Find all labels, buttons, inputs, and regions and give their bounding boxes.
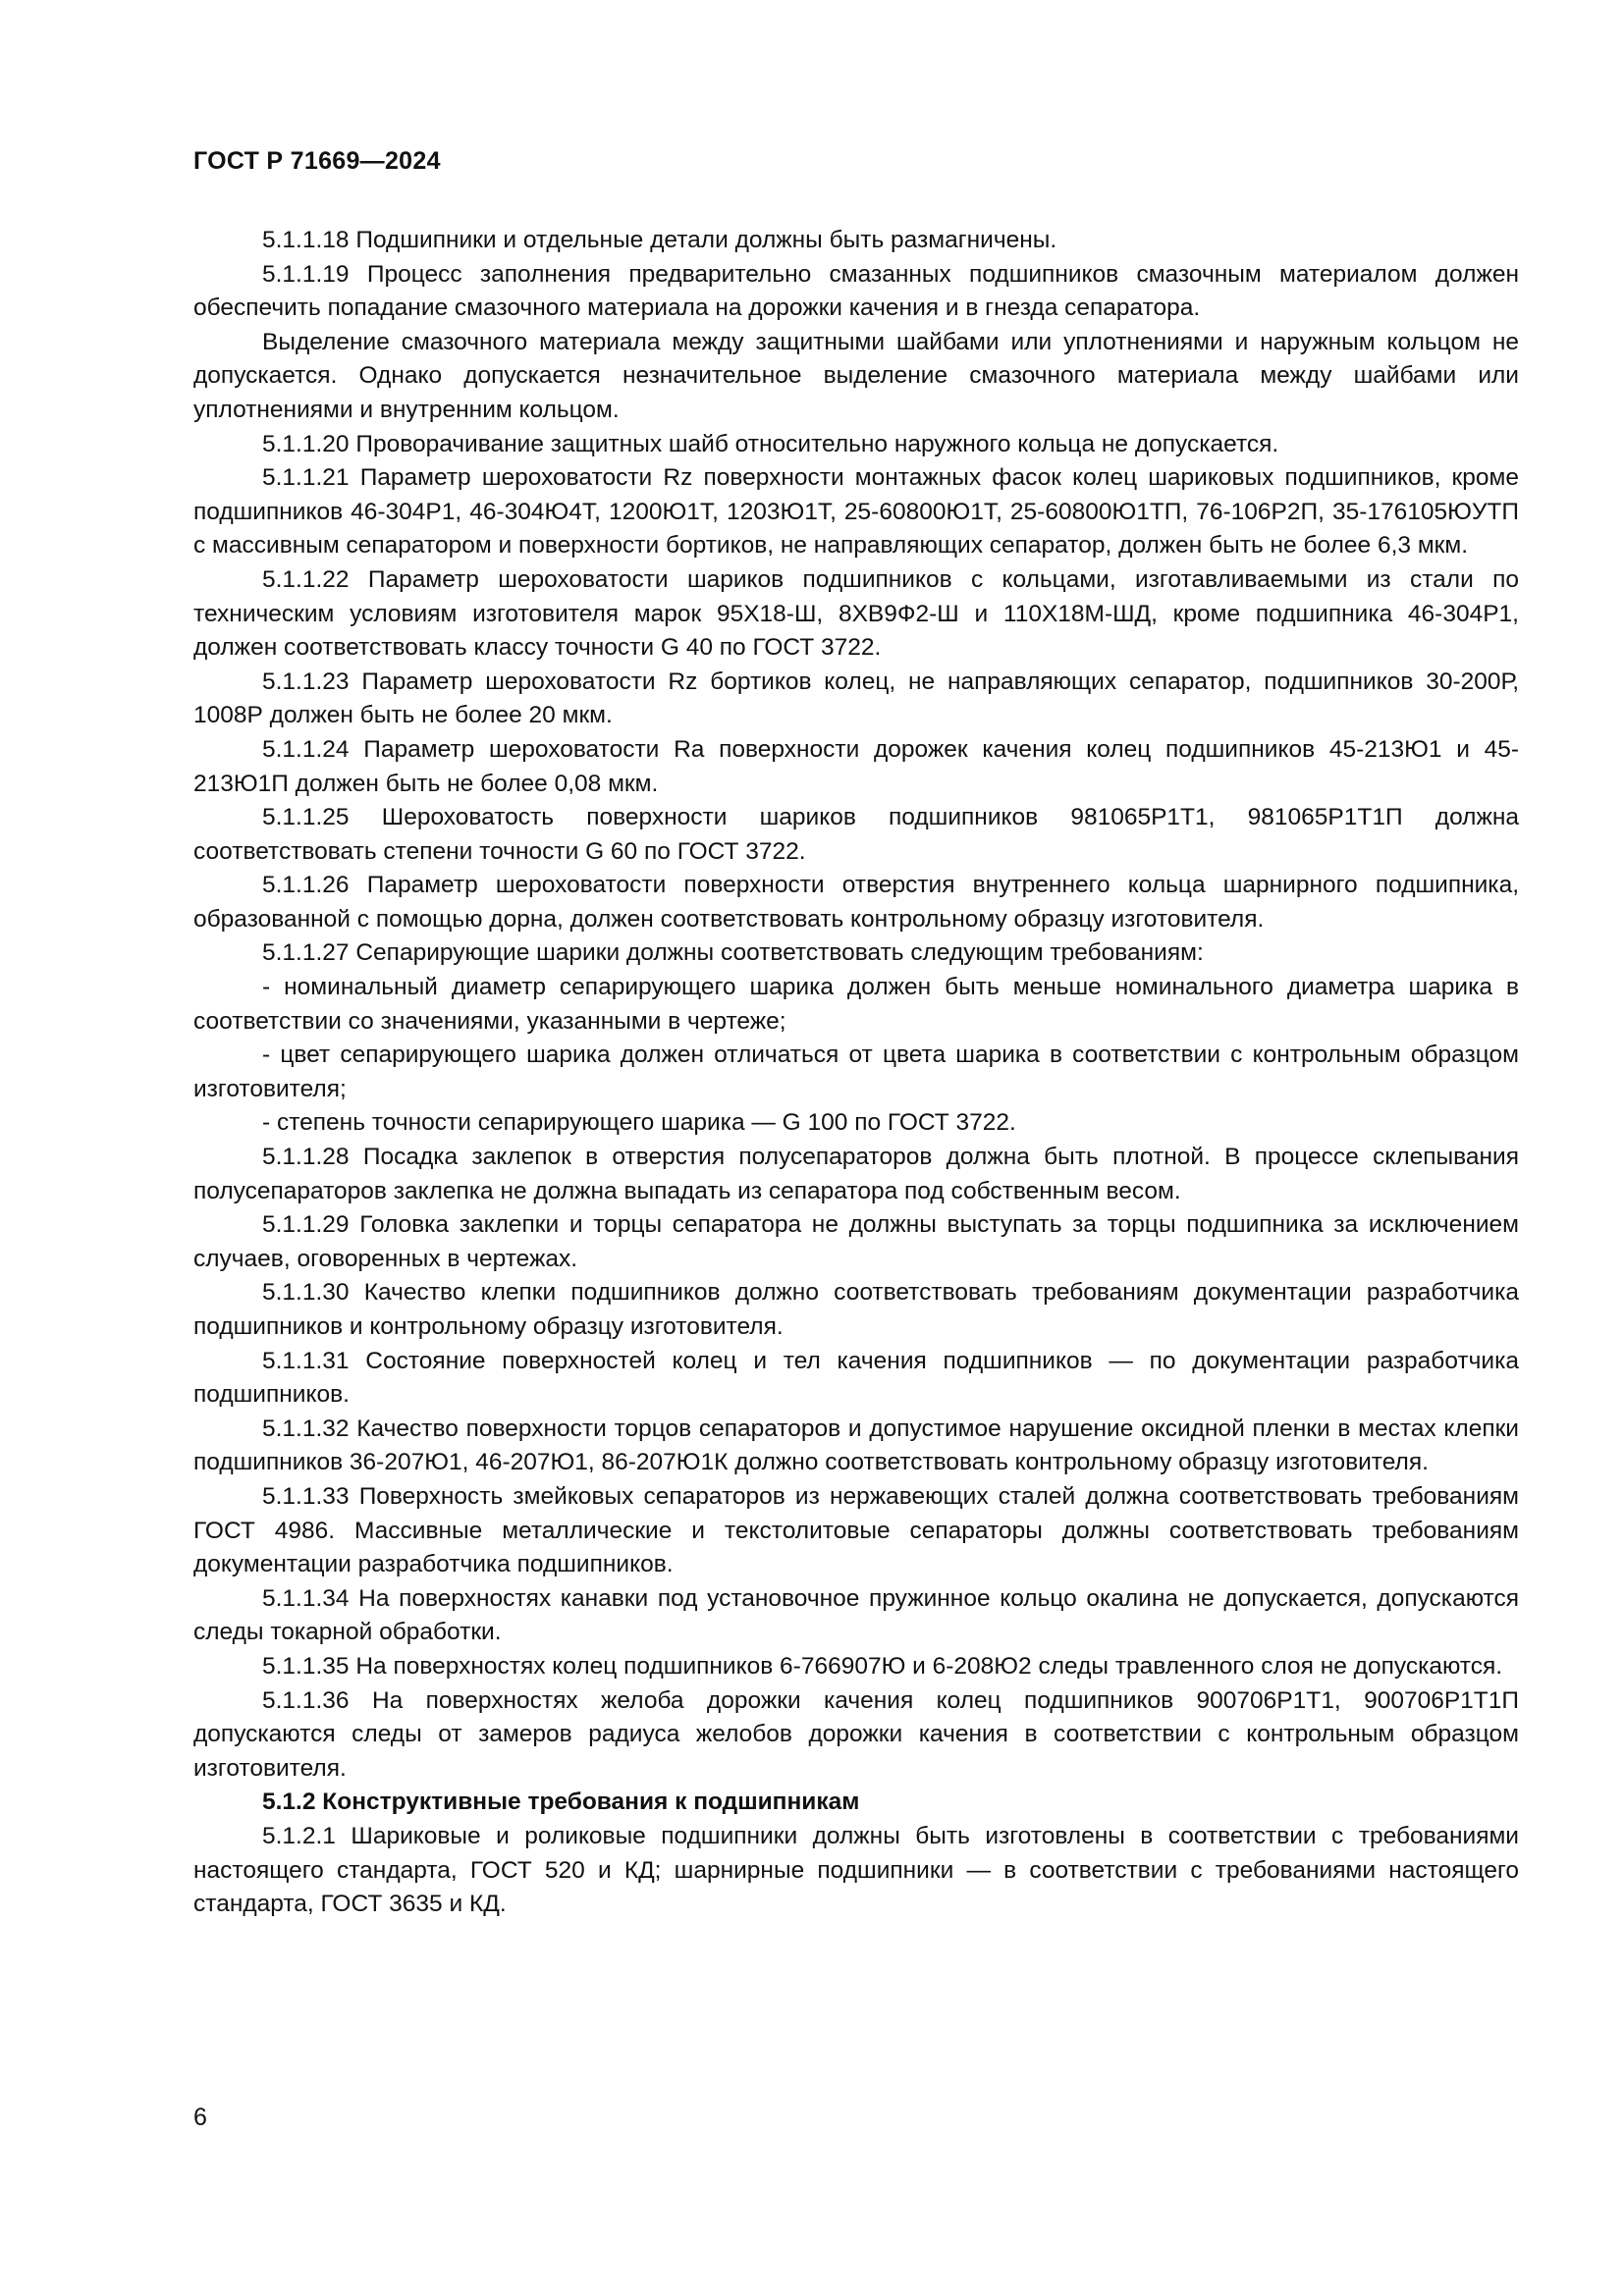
paragraph-5-1-1-20: 5.1.1.20 Проворачивание защитных шайб относительно наружного кольца не допускается. xyxy=(262,430,1279,457)
paragraph-5-1-2-1: 5.1.2.1 Шариковые и роликовые подшипники должны быть изготовлены в соответствии с требованиями настоящего стандарта, ГОСТ 520 и КД; шарнирные подшипники — в соответствии с требованиями настоящего стандарта, ГОСТ 3635 и КД. xyxy=(193,1822,1519,1918)
paragraph-5-1-1-32: 5.1.1.32 Качество поверхности торцов сепараторов и допустимое нарушение оксидной пленки в местах клепки подшипников 36-207Ю1, 46-207Ю1, 86-207Ю1К должно соответствовать контрольному образцу изготовителя. xyxy=(193,1415,1519,1476)
paragraph-5-1-1-18: 5.1.1.18 Подшипники и отдельные детали должны быть размагничены. xyxy=(262,227,1057,253)
list-item-separating-ball-diameter: - номинальный диаметр сепарирующего шарика должен быть меньше номинального диаметра шарика в соответствии со значениями, указанными в чертеже; xyxy=(193,974,1519,1035)
page-number: 6 xyxy=(193,2104,207,2131)
paragraph-5-1-1-34: 5.1.1.34 На поверхностях канавки под установочное пружинное кольцо окалина не допускается, допускаются следы токарной обработки. xyxy=(193,1584,1519,1646)
paragraph-5-1-1-31: 5.1.1.31 Состояние поверхностей колец и тел качения подшипников — по документации разработчика подшипников. xyxy=(193,1347,1519,1409)
paragraph-5-1-1-25: 5.1.1.25 Шероховатость поверхности шариков подшипников 981065Р1Т1, 981065Р1Т1П должна соответствовать степени точности G 60 по ГОСТ 3722. xyxy=(193,804,1519,865)
paragraph-5-1-1-36: 5.1.1.36 На поверхностях желоба дорожки качения колец подшипников 900706Р1Т1, 900706Р1Т1П допускаются следы от замеров радиуса желобов дорожки качения в соответствии с контрольным образцом изготовителя. xyxy=(193,1686,1519,1782)
paragraph-5-1-1-26: 5.1.1.26 Параметр шероховатости поверхности отверстия внутреннего кольца шарнирного подшипника, образованной с помощью дорна, должен соответствовать контрольному образцу изготовителя. xyxy=(193,872,1519,933)
paragraph-5-1-1-28: 5.1.1.28 Посадка заклепок в отверстия полусепараторов должна быть плотной. В процессе склепывания полусепараторов заклепка не должна выпадать из сепаратора под собственным весом. xyxy=(193,1144,1519,1204)
list-item-separating-ball-precision: - степень точности сепарирующего шарика — G 100 по ГОСТ 3722. xyxy=(262,1109,1016,1137)
paragraph-5-1-1-30: 5.1.1.30 Качество клепки подшипников должно соответствовать требованиям документации разработчика подшипников и контрольному образцу изготовителя. xyxy=(193,1279,1519,1340)
paragraph-5-1-1-24: 5.1.1.24 Параметр шероховатости Ra поверхности дорожек качения колец подшипников 45-213Ю1 и 45-213Ю1П должен быть не более 0,08 мкм. xyxy=(193,735,1519,797)
paragraph-5-1-1-19: 5.1.1.19 Процесс заполнения предварительно смазанных подшипников смазочным материалом должен обеспечить попадание смазочного материала на дорожки качения и в гнезда сепаратора. xyxy=(193,260,1519,322)
paragraph-5-1-1-29: 5.1.1.29 Головка заклепки и торцы сепаратора не должны выступать за торцы подшипника за исключением случаев, оговоренных в чертежах. xyxy=(193,1211,1519,1272)
document-body xyxy=(193,224,1519,1922)
paragraph-5-1-1-33: 5.1.1.33 Поверхность змейковых сепараторов из нержавеющих сталей должна соответствовать требованиям ГОСТ 4986. Массивные металлические и текстолитовые сепараторы должны соответствовать требованиям документации разработчика подшипников. xyxy=(193,1482,1519,1578)
document-header: ГОСТ Р 71669—2024 xyxy=(193,147,441,175)
section-heading-5-1-2: 5.1.2 Конструктивные требования к подшипникам xyxy=(262,1789,860,1816)
paragraph-5-1-1-23: 5.1.1.23 Параметр шероховатости Rz бортиков колец, не направляющих сепаратор, подшипников 30-200Р, 1008Р должен быть не более 20 мкм. xyxy=(193,667,1519,729)
paragraph-5-1-1-35: 5.1.1.35 На поверхностях колец подшипников 6-766907Ю и 6-208Ю2 следы травленного слоя не допускаются. xyxy=(262,1652,1503,1680)
paragraph-5-1-1-22: 5.1.1.22 Параметр шероховатости шариков подшипников с кольцами, изготавливаемыми из стали по техническим условиям изготовителя марок 95Х18-Ш, 8ХВ9Ф2-Ш и 110Х18М-ШД, кроме подшипника 46-304Р1, должен соответствовать классу точности G 40 по ГОСТ 3722. xyxy=(193,565,1519,662)
paragraph-5-1-1-21: 5.1.1.21 Параметр шероховатости Rz поверхности монтажных фасок колец шариковых подшипников, кроме подшипников 46-304Р1, 46-304Ю4Т, 1200Ю1Т, 1203Ю1Т, 25-60800Ю1Т, 25-60800Ю1ТП, 76-106Р2П, 35-176105ЮУТП с массивным сепаратором и поверхности бортиков, не направляющих сепаратор, должен быть не более 6,3 мкм. xyxy=(193,464,1519,560)
paragraph-lubricant-release: Выделение смазочного материала между защитными шайбами или уплотнениями и наружным кольцом не допускается. Однако допускается незначительное выделение смазочного материала между шайбами или уплотнениями и внутренним кольцом. xyxy=(193,328,1519,423)
paragraph-5-1-1-27: 5.1.1.27 Сепарирующие шарики должны соответствовать следующим требованиям: xyxy=(262,939,1204,967)
list-item-separating-ball-color: - цвет сепарирующего шарика должен отличаться от цвета шарика в соответствии с контрольным образцом изготовителя; xyxy=(193,1041,1519,1102)
